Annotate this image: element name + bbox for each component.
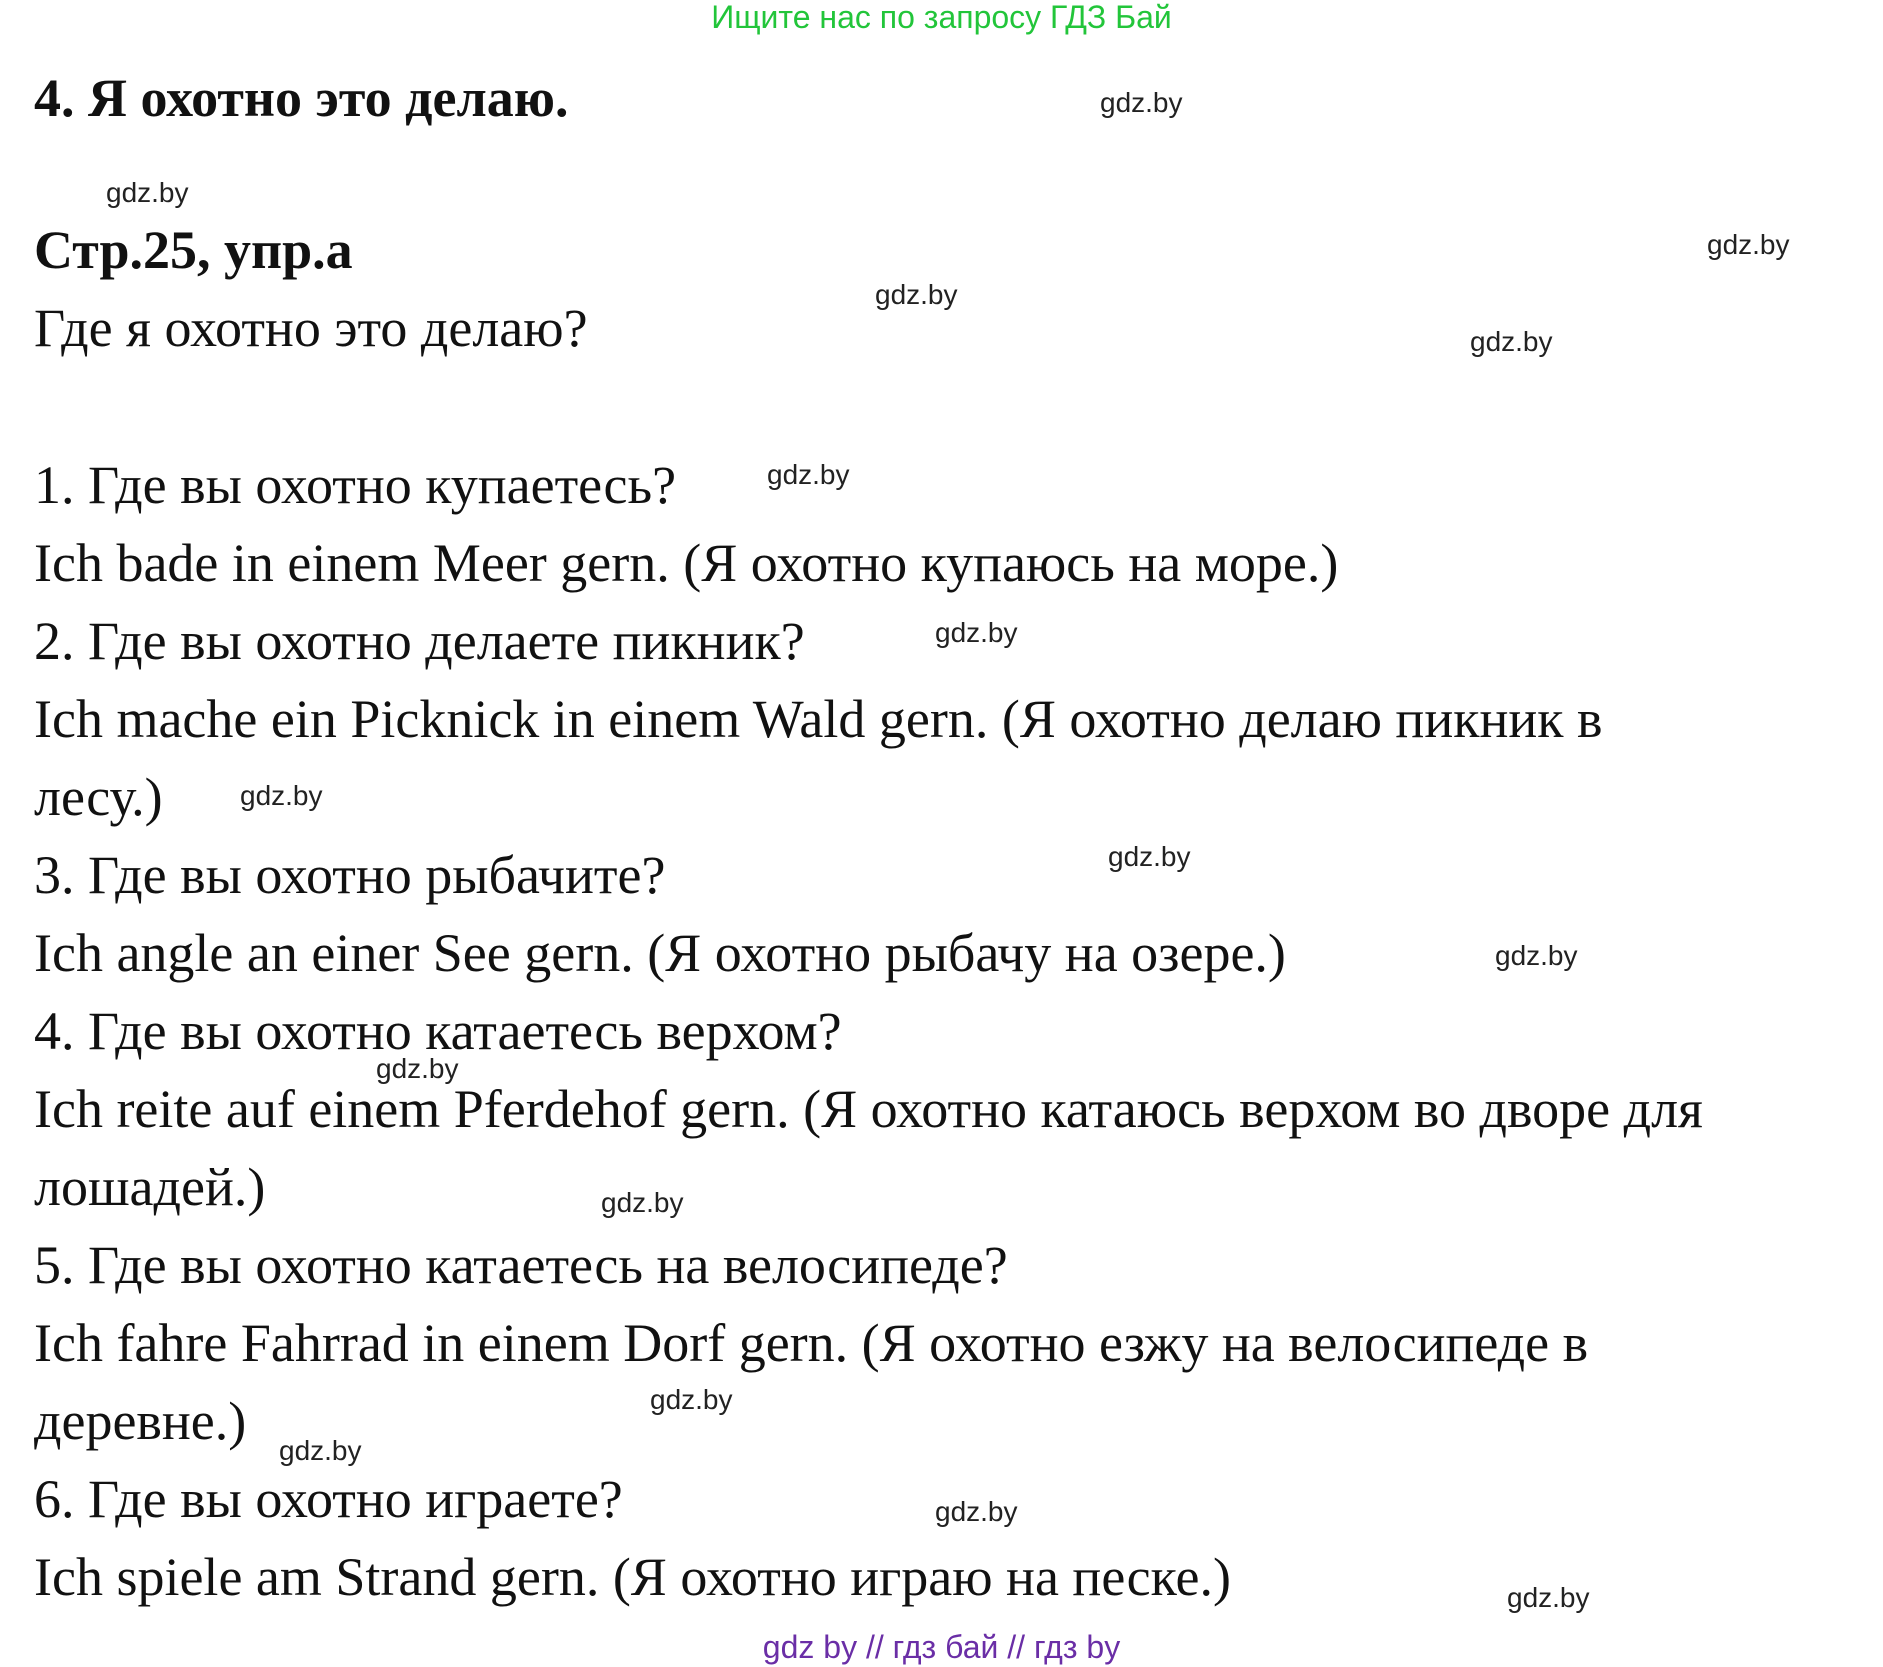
- watermark: gdz.by: [1470, 326, 1553, 357]
- watermark: gdz.by: [376, 1053, 459, 1084]
- answer-3: Ich angle an einer See gern. (Я охотно рыбачу на озере.): [34, 923, 1286, 983]
- answer-2: Ich mache ein Picknick in einem Wald gern. (Я охотно делаю пикник в: [34, 689, 1603, 749]
- answer-1: Ich bade in einem Meer gern. (Я охотно купаюсь на море.): [34, 533, 1339, 593]
- exercise-question: Где я охотно это делаю?: [34, 298, 588, 358]
- watermark: gdz.by: [1108, 841, 1191, 872]
- answer-4: Ich reite auf einem Pferdehof gern. (Я охотно катаюсь верхом во дворе для: [34, 1079, 1703, 1139]
- exercise-reference: Стр.25, упр.а: [34, 220, 353, 280]
- watermark: gdz.by: [240, 780, 323, 811]
- footer-watermark: gdz by // гдз бай // гдз by: [762, 1629, 1121, 1665]
- watermark: gdz.by: [1707, 229, 1790, 260]
- watermark: gdz.by: [1100, 87, 1183, 118]
- question-1: 1. Где вы охотно купаетесь?: [34, 455, 677, 515]
- watermark: gdz.by: [106, 177, 189, 208]
- watermark: gdz.by: [601, 1187, 684, 1218]
- watermark: gdz.by: [935, 1496, 1018, 1527]
- answer-6: Ich spiele am Strand gern. (Я охотно играю на песке.): [34, 1547, 1231, 1607]
- watermark: gdz.by: [650, 1384, 733, 1415]
- top-banner: Ищите нас по запросу ГДЗ Бай: [711, 0, 1172, 35]
- watermark: gdz.by: [935, 617, 1018, 648]
- question-6: 6. Где вы охотно играете?: [34, 1469, 623, 1529]
- question-4: 4. Где вы охотно катаетесь верхом?: [34, 1001, 842, 1061]
- watermark: gdz.by: [767, 459, 850, 490]
- watermark: gdz.by: [875, 279, 958, 310]
- answer-2-continued: лесу.): [34, 767, 163, 827]
- watermark: gdz.by: [1495, 940, 1578, 971]
- question-2: 2. Где вы охотно делаете пикник?: [34, 611, 805, 671]
- answer-5: Ich fahre Fahrrad in einem Dorf gern. (Я охотно езжу на велосипеде в: [34, 1313, 1589, 1373]
- answer-4-continued: лошадей.): [34, 1157, 266, 1217]
- watermark: gdz.by: [279, 1435, 362, 1466]
- watermark: gdz.by: [1507, 1582, 1590, 1613]
- page-title: 4. Я охотно это делаю.: [34, 68, 569, 128]
- answer-5-continued: деревне.): [34, 1391, 247, 1451]
- question-5: 5. Где вы охотно катаетесь на велосипеде?: [34, 1235, 1008, 1295]
- question-3: 3. Где вы охотно рыбачите?: [34, 845, 666, 905]
